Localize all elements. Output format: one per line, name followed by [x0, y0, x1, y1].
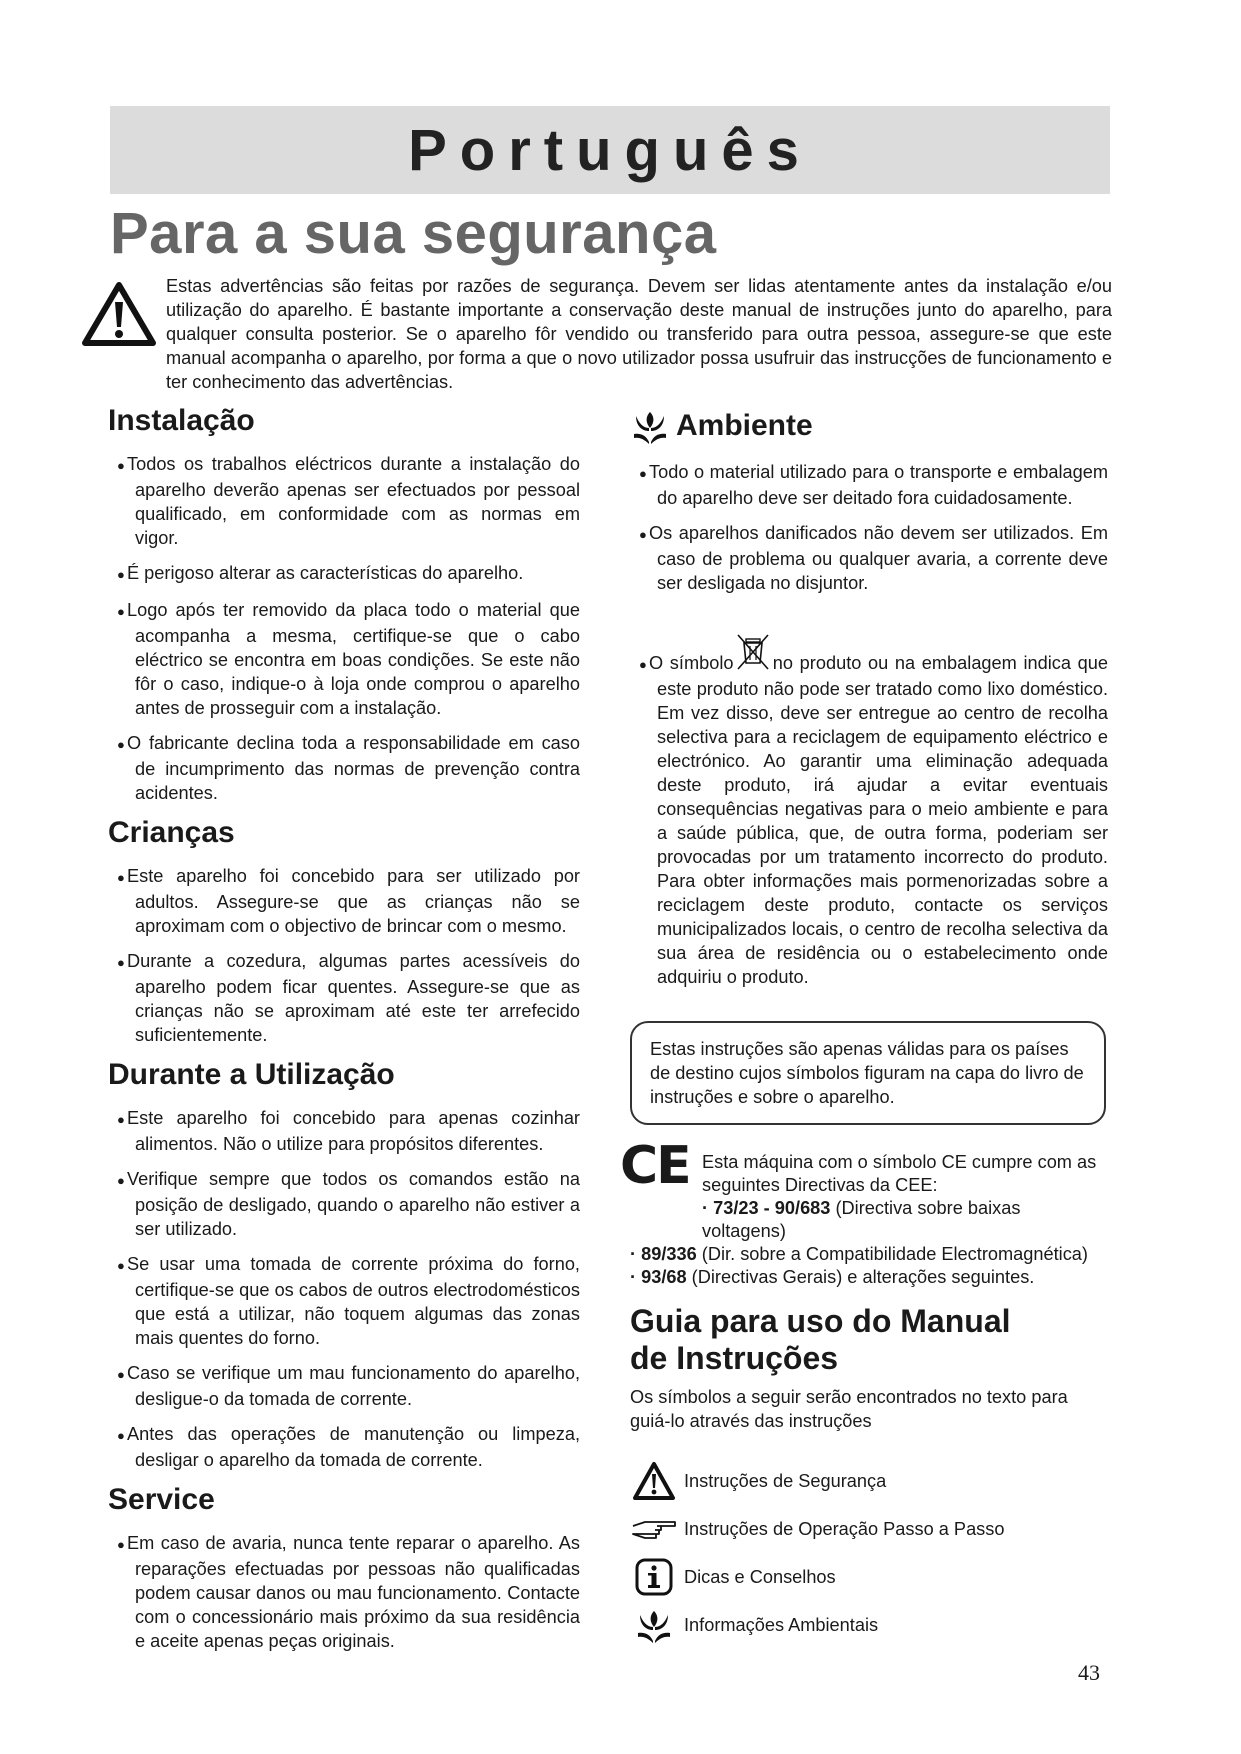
- environment-icon: [630, 406, 670, 446]
- ce-directive-2-code: · 89/336: [630, 1244, 697, 1264]
- info-icon: [634, 1557, 674, 1597]
- warning-icon: [632, 1461, 676, 1501]
- ce-directive-1-code: · 73/23 - 90/683: [702, 1198, 831, 1218]
- notice-box: Estas instruções são apenas válidas para os países de destino cujos símbolos figuram na capa do livro de instruções e sobre o aparelho.: [630, 1021, 1106, 1125]
- list-item: ● Este aparelho foi concebido para ser utilizado por adultos. Assegure-se que as crianças não se aproximam com o objectivo de brincar com o mesmo.: [108, 864, 580, 938]
- section-utilizacao: [108, 1058, 580, 1472]
- list-item: ● Todos os trabalhos eléctricos durante a instalação do aparelho deverão apenas ser efectuados por pessoal qualificado, em conformidade com as normas em vigor.: [108, 452, 580, 550]
- section-instalacao: [108, 404, 580, 805]
- list-item: ● Os aparelhos danificados não devem ser utilizados. Em caso de problema ou qualquer avaria, a corrente deve ser desligada no disjuntor.: [630, 521, 1108, 595]
- legend-row: [630, 1601, 1108, 1649]
- legend-label: Instruções de Operação Passo a Passo: [684, 1518, 1005, 1539]
- list-item: ● Caso se verifique um mau funcionamento do aparelho, desligue-o da tomada de corrente.: [108, 1361, 580, 1411]
- page-title: Para a sua segurança: [110, 201, 717, 266]
- pointing-hand-icon: [631, 1514, 677, 1544]
- heading-service: Service: [108, 1483, 215, 1516]
- heading-ambiente: Ambiente: [676, 409, 813, 442]
- list-item: ● Durante a cozedura, algumas partes acessíveis do aparelho podem ficar quentes. Assegure-se que as crianças não se aproximam até este ter arrefecido suficientemente.: [108, 949, 580, 1047]
- list-item: ● Logo após ter removido da placa todo o material que acompanha a mesma, certifique-se que o cabo eléctrico se encontra em boas condições. Se este não fôr o caso, indique-o à loja onde comprou o aparelho antes de prosseguir com a instalação.: [108, 598, 580, 720]
- ce-directive-3-line: [630, 1266, 1108, 1289]
- ce-directive-3-code: · 93/68: [630, 1267, 687, 1287]
- list-item: ● Em caso de avaria, nunca tente reparar o aparelho. As reparações efectuadas por pessoas não qualificadas podem causar danos ou mau funcionamento. Contacte com o concessionário mais próximo da sua residência e aceite apenas peças originais.: [108, 1531, 580, 1653]
- ambiente-header: [630, 406, 1108, 446]
- heading-instalacao: Instalação: [108, 404, 255, 437]
- list-item: ● O fabricante declina toda a responsabilidade em caso de incumprimento das normas de prevenção contra acidentes.: [108, 731, 580, 805]
- weee-item: [630, 633, 1108, 989]
- heading-criancas: Crianças: [108, 816, 235, 849]
- symbol-legend: [630, 1457, 1108, 1649]
- ce-intro: Esta máquina com o símbolo CE cumpre com as seguintes Directivas da CEE:: [702, 1152, 1097, 1195]
- page-number: 43: [1078, 1660, 1100, 1685]
- ce-section: [620, 1136, 1108, 1289]
- legend-row: [630, 1457, 1108, 1505]
- legend-row: [630, 1553, 1108, 1601]
- guide-title: [630, 1303, 1108, 1377]
- language-header: [110, 106, 1110, 194]
- list-item: ● Antes das operações de manutenção ou limpeza, desligar o aparelho da tomada de corrente.: [108, 1422, 580, 1472]
- legend-row: [630, 1505, 1108, 1553]
- weee-text-after: no produto ou na embalagem indica que este produto não pode ser tratado como lixo doméstico. Em vez disso, deve ser entregue ao centro de recolha selectiva para a reciclagem de equipamento eléctrico e electrónico. Ao garantir uma eliminação adequada deste produto, irá ajudar a evitar eventuais consequências negativas para o meio ambiente e para a saúde pública, que, de outra forma, poderiam ser provocadas por um tratamento incorrecto do produto. Para obter informações mais pormenorizadas sobre a reciclagem deste produto, contacte os serviços municipalizados locais, o centro de recolha selectiva da sua área de residência ou o estabelecimento onde adquiriu o produto.: [657, 653, 1108, 987]
- heading-utilizacao: Durante a Utilização: [108, 1058, 395, 1091]
- list-item: ● Se usar uma tomada de corrente próxima do forno, certifique-se que os cabos de outros electrodomésticos que está a utilizar, não toquem algumas das zonas mais quentes do forno.: [108, 1252, 580, 1350]
- ce-directive-1-text: (Directiva sobre baixas voltagens): [702, 1198, 1021, 1241]
- legend-label: Dicas e Conselhos: [684, 1566, 836, 1587]
- guide-title-line-2: de Instruções: [630, 1340, 839, 1376]
- ce-directive-3-text: (Directivas Gerais) e alterações seguintes.: [686, 1267, 1035, 1287]
- warning-icon: [82, 282, 156, 346]
- ce-mark: CE: [620, 1136, 690, 1196]
- section-service: [108, 1483, 580, 1653]
- ce-directive-1-line: [702, 1197, 1108, 1243]
- environment-icon: [634, 1605, 674, 1645]
- ce-directive-2-text: (Dir. sobre a Compatibilidade Electromagnética): [696, 1244, 1088, 1264]
- left-column: [108, 404, 580, 1664]
- list-item: ● Este aparelho foi concebido para apenas cozinhar alimentos. Não o utilize para propósitos diferentes.: [108, 1106, 580, 1156]
- language-title: Português: [408, 117, 812, 183]
- section-criancas: [108, 816, 580, 1047]
- intro-section: [82, 274, 1112, 394]
- right-column: [620, 404, 1108, 1649]
- weee-text-before: O símbolo: [649, 653, 741, 673]
- legend-label: Informações Ambientais: [684, 1614, 879, 1635]
- list-item: ● É perigoso alterar as características do aparelho.: [108, 561, 580, 587]
- ce-directive-2-line: [630, 1243, 1108, 1266]
- guide-title-line-1: Guia para uso do Manual: [630, 1303, 1011, 1339]
- legend-label: Instruções de Segurança: [684, 1470, 887, 1491]
- list-item: ● Verifique sempre que todos os comandos estão na posição de desligado, quando o aparelho não estiver a ser utilizado.: [108, 1167, 580, 1241]
- intro-text: Estas advertências são feitas por razões de segurança. Devem ser lidas atentamente antes da instalação e/ou utilização do aparelho. É bastante importante a conservação deste manual de instruções junto do aparelho, para qualquer consulta posterior. Se o aparelho fôr vendido ou transferido para outra pessoa, assegure-se que este manual acompanha o aparelho, por forma a que o novo utilizador possa usufruir das instrucções de funcionamento e ter conhecimento das advertências.: [166, 276, 1112, 392]
- guide-subtitle: Os símbolos a seguir serão encontrados no texto para guiá-lo através das instruções: [630, 1387, 1068, 1431]
- list-item: ● Todo o material utilizado para o transporte e embalagem do aparelho deve ser deitado fora cuidadosamente.: [630, 460, 1108, 510]
